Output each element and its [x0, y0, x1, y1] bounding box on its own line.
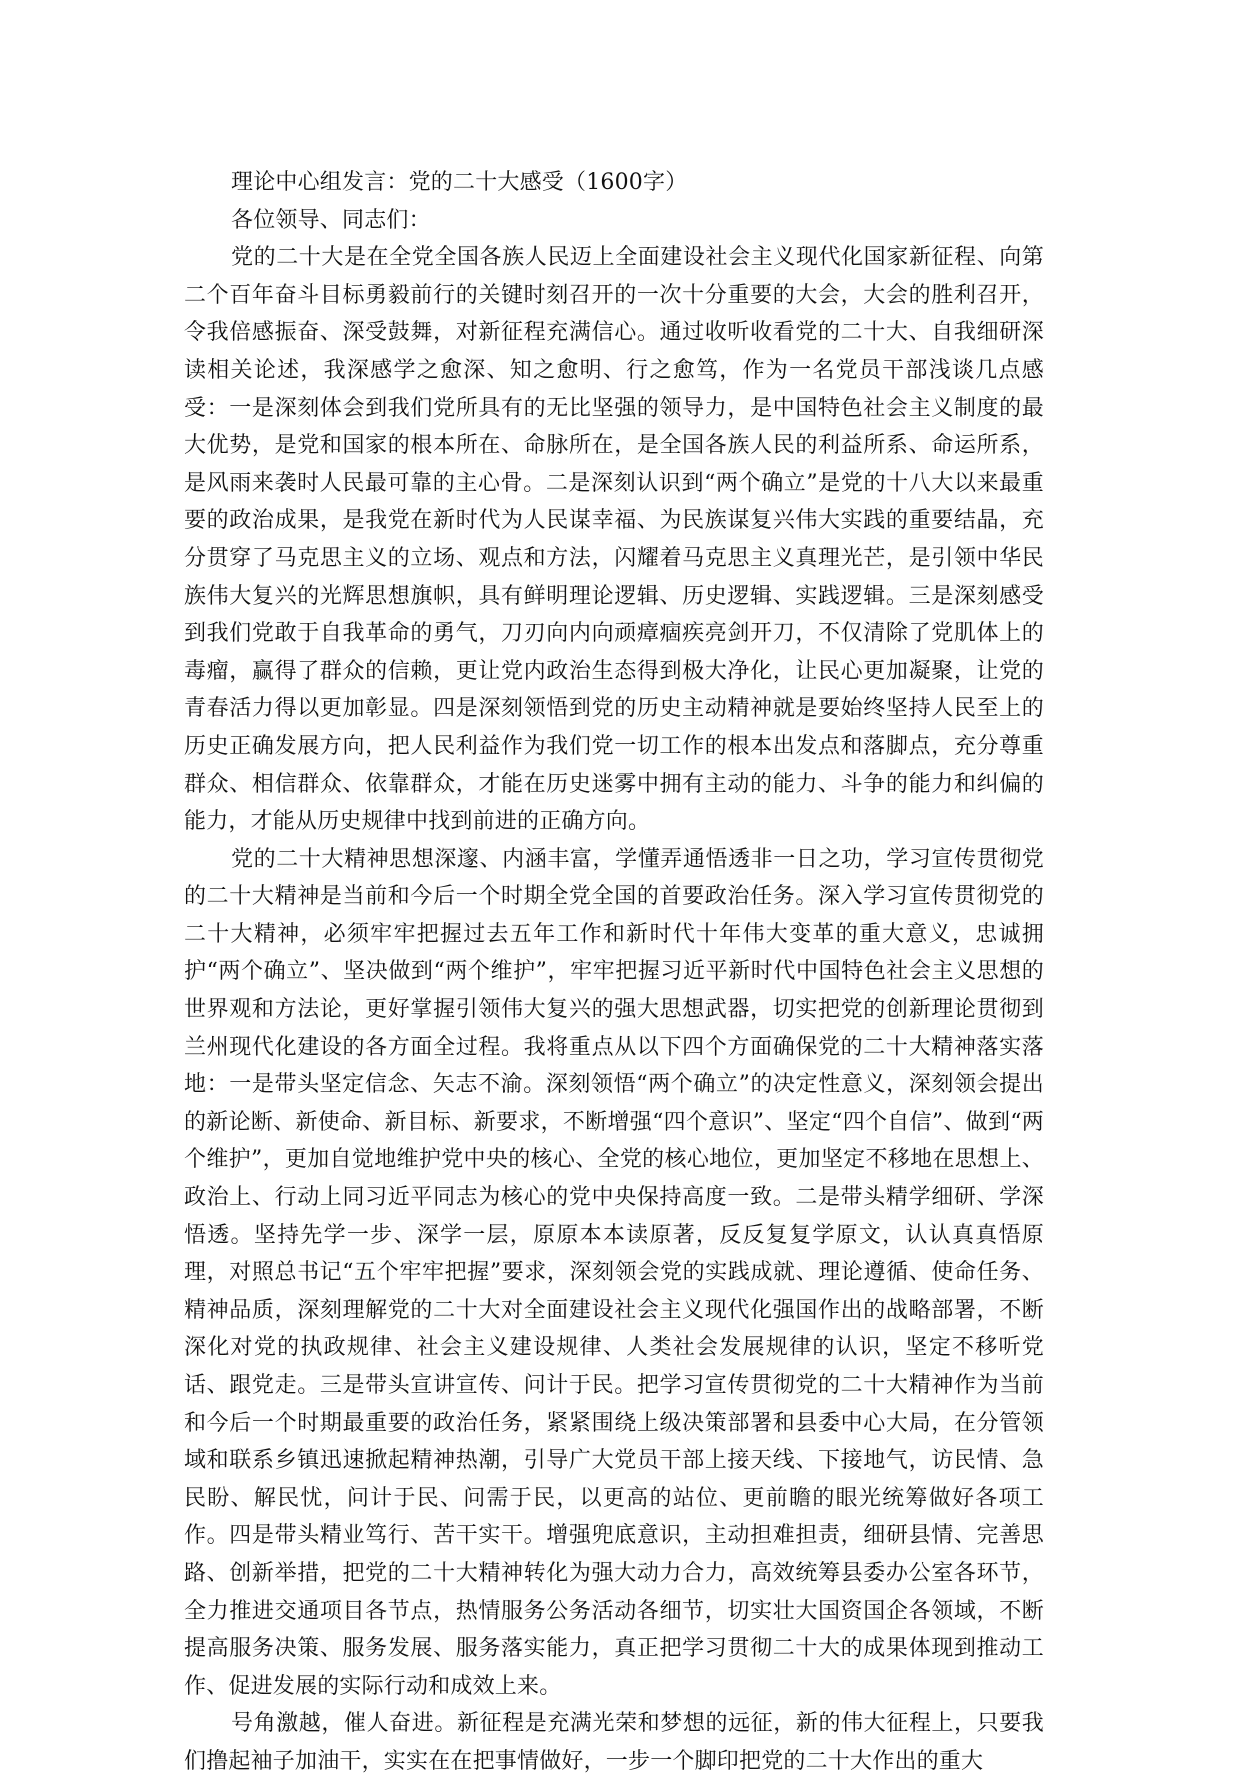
paragraph-1: 党的二十大是在全党全国各族人民迈上全面建设社会主义现代化国家新征程、向第二个百年奋斗目标勇毅前行的关键时刻召开的一次十分重要的大会，大会的胜利召开，令我倍感振奋、深受鼓舞，对新征程充满信心。通过收听收看党的二十大、自我细研深读相关论述，我深感学之愈深、知之愈明、行之愈笃，作为一名党员干部浅谈几点感受：一是深刻体会到我们党所具有的无比坚强的领导力，是中国特色社会主义制度的最大优势，是党和国家的根本所在、命脉所在，是全国各族人民的利益所系、命运所系，是风雨来袭时人民最可靠的主心骨。二是深刻认识到“两个确立”是党的十八大以来最重要的政治成果，是我党在新时代为人民谋幸福、为民族谋复兴伟大实践的重要结晶，充分贯穿了马克思主义的立场、观点和方法，闪耀着马克思主义真理光芒，是引领中华民族伟大复兴的光辉思想旗帜，具有鲜明理论逻辑、历史逻辑、实践逻辑。三是深刻感受到我们党敢于自我革命的勇气，刀刃向内向顽瘴痼疾亮剑开刀，不仅清除了党肌体上的毒瘤，赢得了群众的信赖，更让党内政治生态得到极大净化，让民心更加凝聚，让党的青春活力得以更加彰显。四是深刻领悟到党的历史主动精神就是要始终坚持人民至上的历史正确发展方向，把人民利益作为我们党一切工作的根本出发点和落脚点，充分尊重群众、相信群众、依靠群众，才能在历史迷雾中拥有主动的能力、斗争的能力和纠偏的能力，才能从历史规律中找到前进的正确方向。 [184, 245, 1045, 835]
paragraph-3: 号角激越，催人奋进。新征程是充满光荣和梦想的远征，新的伟大征程上，只要我们撸起袖子加油干，实实在在把事情做好，一步一个脚印把党的二十大作出的重大 [184, 1711, 1044, 1774]
paragraph-2: 党的二十大精神思想深邃、内涵丰富，学懂弄通悟透非一日之功，学习宣传贯彻党的二十大精神是当前和今后一个时期全党全国的首要政治任务。深入学习宣传贯彻党的二十大精神，必须牢牢把握过去五年工作和新时代十年伟大变革的重大意义，忠诚拥护“两个确立”、坚决做到“两个维护”，牢牢把握习近平新时代中国特色社会主义思想的世界观和方法论，更好掌握引领伟大复兴的强大思想武器，切实把党的创新理论贯彻到兰州现代化建设的各方面全过程。我将重点从以下四个方面确保党的二十大精神落实落地：一是带头坚定信念、矢志不渝。深刻领悟“两个确立”的决定性意义，深刻领会提出的新论断、新使命、新目标、新要求，不断增强“四个意识”、坚定“四个自信”、做到“两个维护”，更加自觉地维护党中央的核心、全党的核心地位，更加坚定不移地在思想上、政治上、行动上同习近平同志为核心的党中央保持高度一致。二是带头精学细研、学深悟透。坚持先学一步、深学一层，原原本本读原著，反反复复学原文，认认真真悟原理，对照总书记“五个牢牢把握”要求，深刻领会党的实践成就、理论遵循、使命任务、精神品质，深刻理解党的二十大对全面建设社会主义现代化强国作出的战略部署，不断深化对党的执政规律、社会主义建设规律、人类社会发展规律的认识，坚定不移听党话、跟党走。三是带头宣讲宣传、问计于民。把学习宣传贯彻党的二十大精神作为当前和今后一个时期最重要的政治任务，紧紧围绕上级决策部署和县委中心大局，在分管领域和联系乡镇迅速掀起精神热潮，引导广大党员干部上接天线、下接地气，访民情、急民盼、解民忧，问计于民、问需于民，以更高的站位、更前瞻的眼光统筹做好各项工作。四是带头精业笃行、苦干实干。增强兜底意识，主动担难担责，细研县情、完善思路、创新举措，把党的二十大精神转化为强大动力合力，高效统筹县委办公室各环节，全力推进交通项目各节点，热情服务公务活动各细节，切实壮大国资国企各领域，不断提高服务决策、服务发展、服务落实能力，真正把学习贯彻二十大的成果体现到推动工作、促进发展的实际行动和成效上来。 [184, 846, 1044, 1699]
document-body [184, 164, 1044, 1781]
document-title: 理论中心组发言：党的二十大感受（1600字） [231, 170, 688, 195]
salutation: 各位领导、同志们： [231, 207, 431, 233]
